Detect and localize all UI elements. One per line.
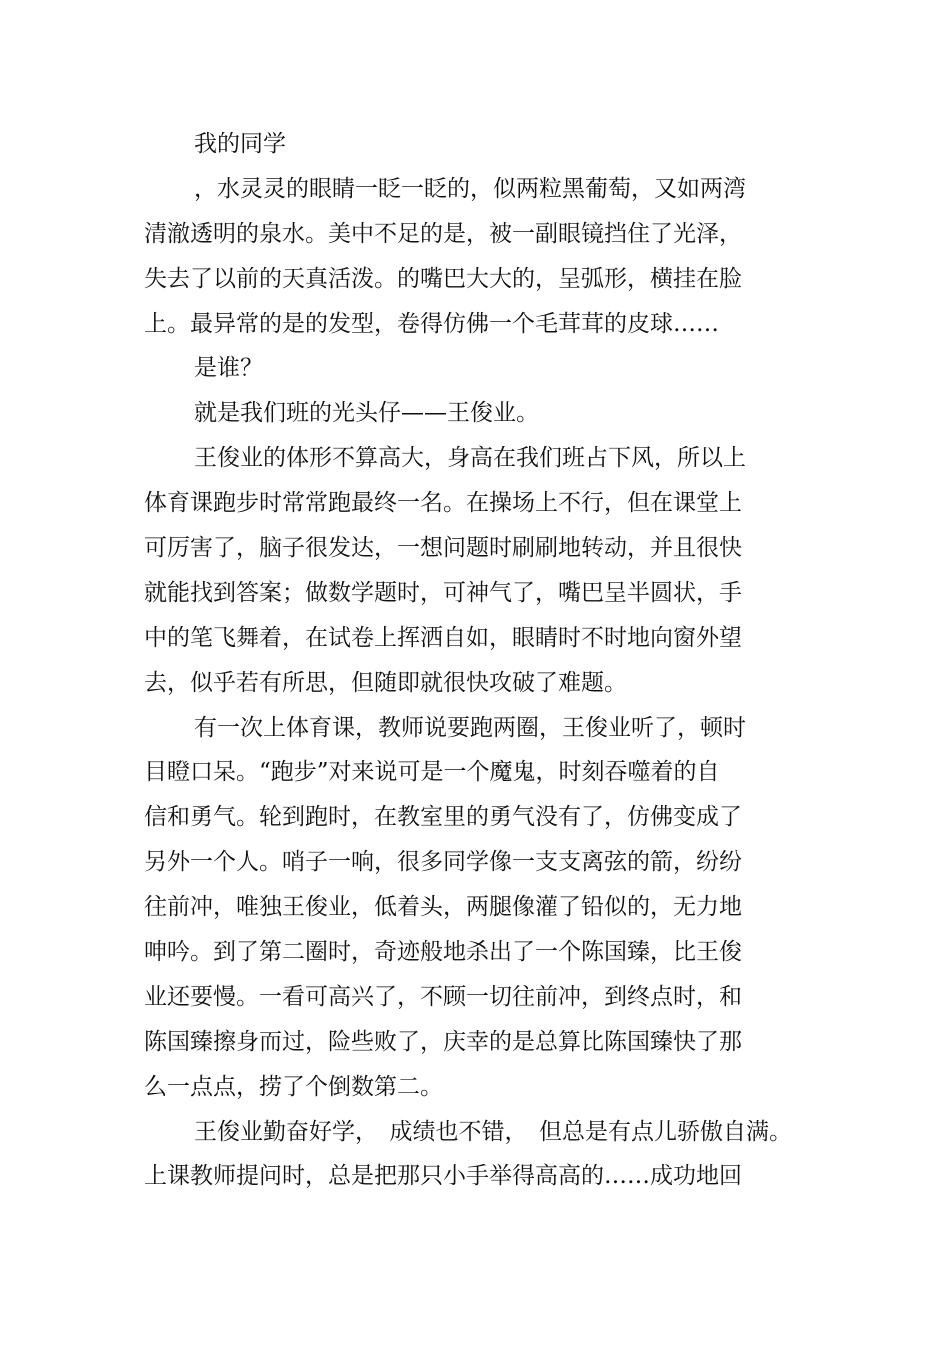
text-line: 么一点点，捞了个倒数第二。 bbox=[144, 1073, 443, 1100]
text-line: 陈国臻擦身而过，险些败了，庆幸的是总算比陈国臻快了那 bbox=[144, 1028, 742, 1055]
text-line: 王俊业的体形不算高大，身高在我们班占下风，所以上 bbox=[194, 445, 746, 472]
text-line: ，水灵灵的眼睛一眨一眨的，似两粒黑葡萄，又如两湾 bbox=[194, 175, 746, 202]
text-line: 另外一个人。哨子一响，很多同学像一支支离弦的箭，纷纷 bbox=[144, 849, 742, 876]
text-line: 中的笔飞舞着，在试卷上挥洒自如，眼睛时不时地向窗外望 bbox=[144, 624, 742, 651]
text-line: 去，似乎若有所思，但随即就很快攻破了难题。 bbox=[144, 669, 627, 696]
text-line: 有一次上体育课，教师说要跑两圈，王俊业听了，顿时 bbox=[194, 714, 746, 741]
text-line: 体育课跑步时常常跑最终一名。在操场上不行，但在课堂上 bbox=[144, 490, 742, 517]
text-line: 上课教师提问时，总是把那只小手举得高高的……成功地回 bbox=[144, 1163, 742, 1190]
text-line: 失去了以前的天真活泼。的嘴巴大大的，呈弧形，横挂在脸 bbox=[144, 265, 742, 292]
text-line: 呻吟。到了第二圈时，奇迹般地杀出了一个陈国臻，比王俊 bbox=[144, 939, 742, 966]
text-line: 就是我们班的光头仔——王俊业。 bbox=[194, 400, 539, 427]
text-line: 信和勇气。轮到跑时，在教室里的勇气没有了，仿佛变成了 bbox=[144, 804, 742, 831]
text-line: 目瞪口呆。“跑步”对来说可是一个魔鬼，时刻吞噬着的自 bbox=[144, 759, 720, 786]
text-line: 就能找到答案；做数学题时，可神气了，嘴巴呈半圆状，手 bbox=[144, 579, 742, 606]
text-line: 王俊业勤奋好学， 成绩也不错， 但总是有点儿骄傲自满。 bbox=[194, 1118, 792, 1145]
essay-body bbox=[144, 122, 804, 1199]
text-line: 可厉害了，脑子很发达，一想问题时刷刷地转动，并且很快 bbox=[144, 535, 742, 562]
text-line: 往前冲，唯独王俊业，低着头，两腿像灌了铅似的，无力地 bbox=[144, 894, 742, 921]
essay-title: 我的同学 bbox=[194, 131, 286, 157]
text-line: 清澈透明的泉水。美中不足的是，被一副眼镜挡住了光泽， bbox=[144, 220, 742, 247]
text-line: 是谁？ bbox=[194, 355, 263, 382]
text-line: 业还要慢。一看可高兴了，不顾一切往前冲，到终点时，和 bbox=[144, 983, 742, 1010]
text-line: 上。最异常的是的发型，卷得仿佛一个毛茸茸的皮球…… bbox=[144, 310, 719, 337]
